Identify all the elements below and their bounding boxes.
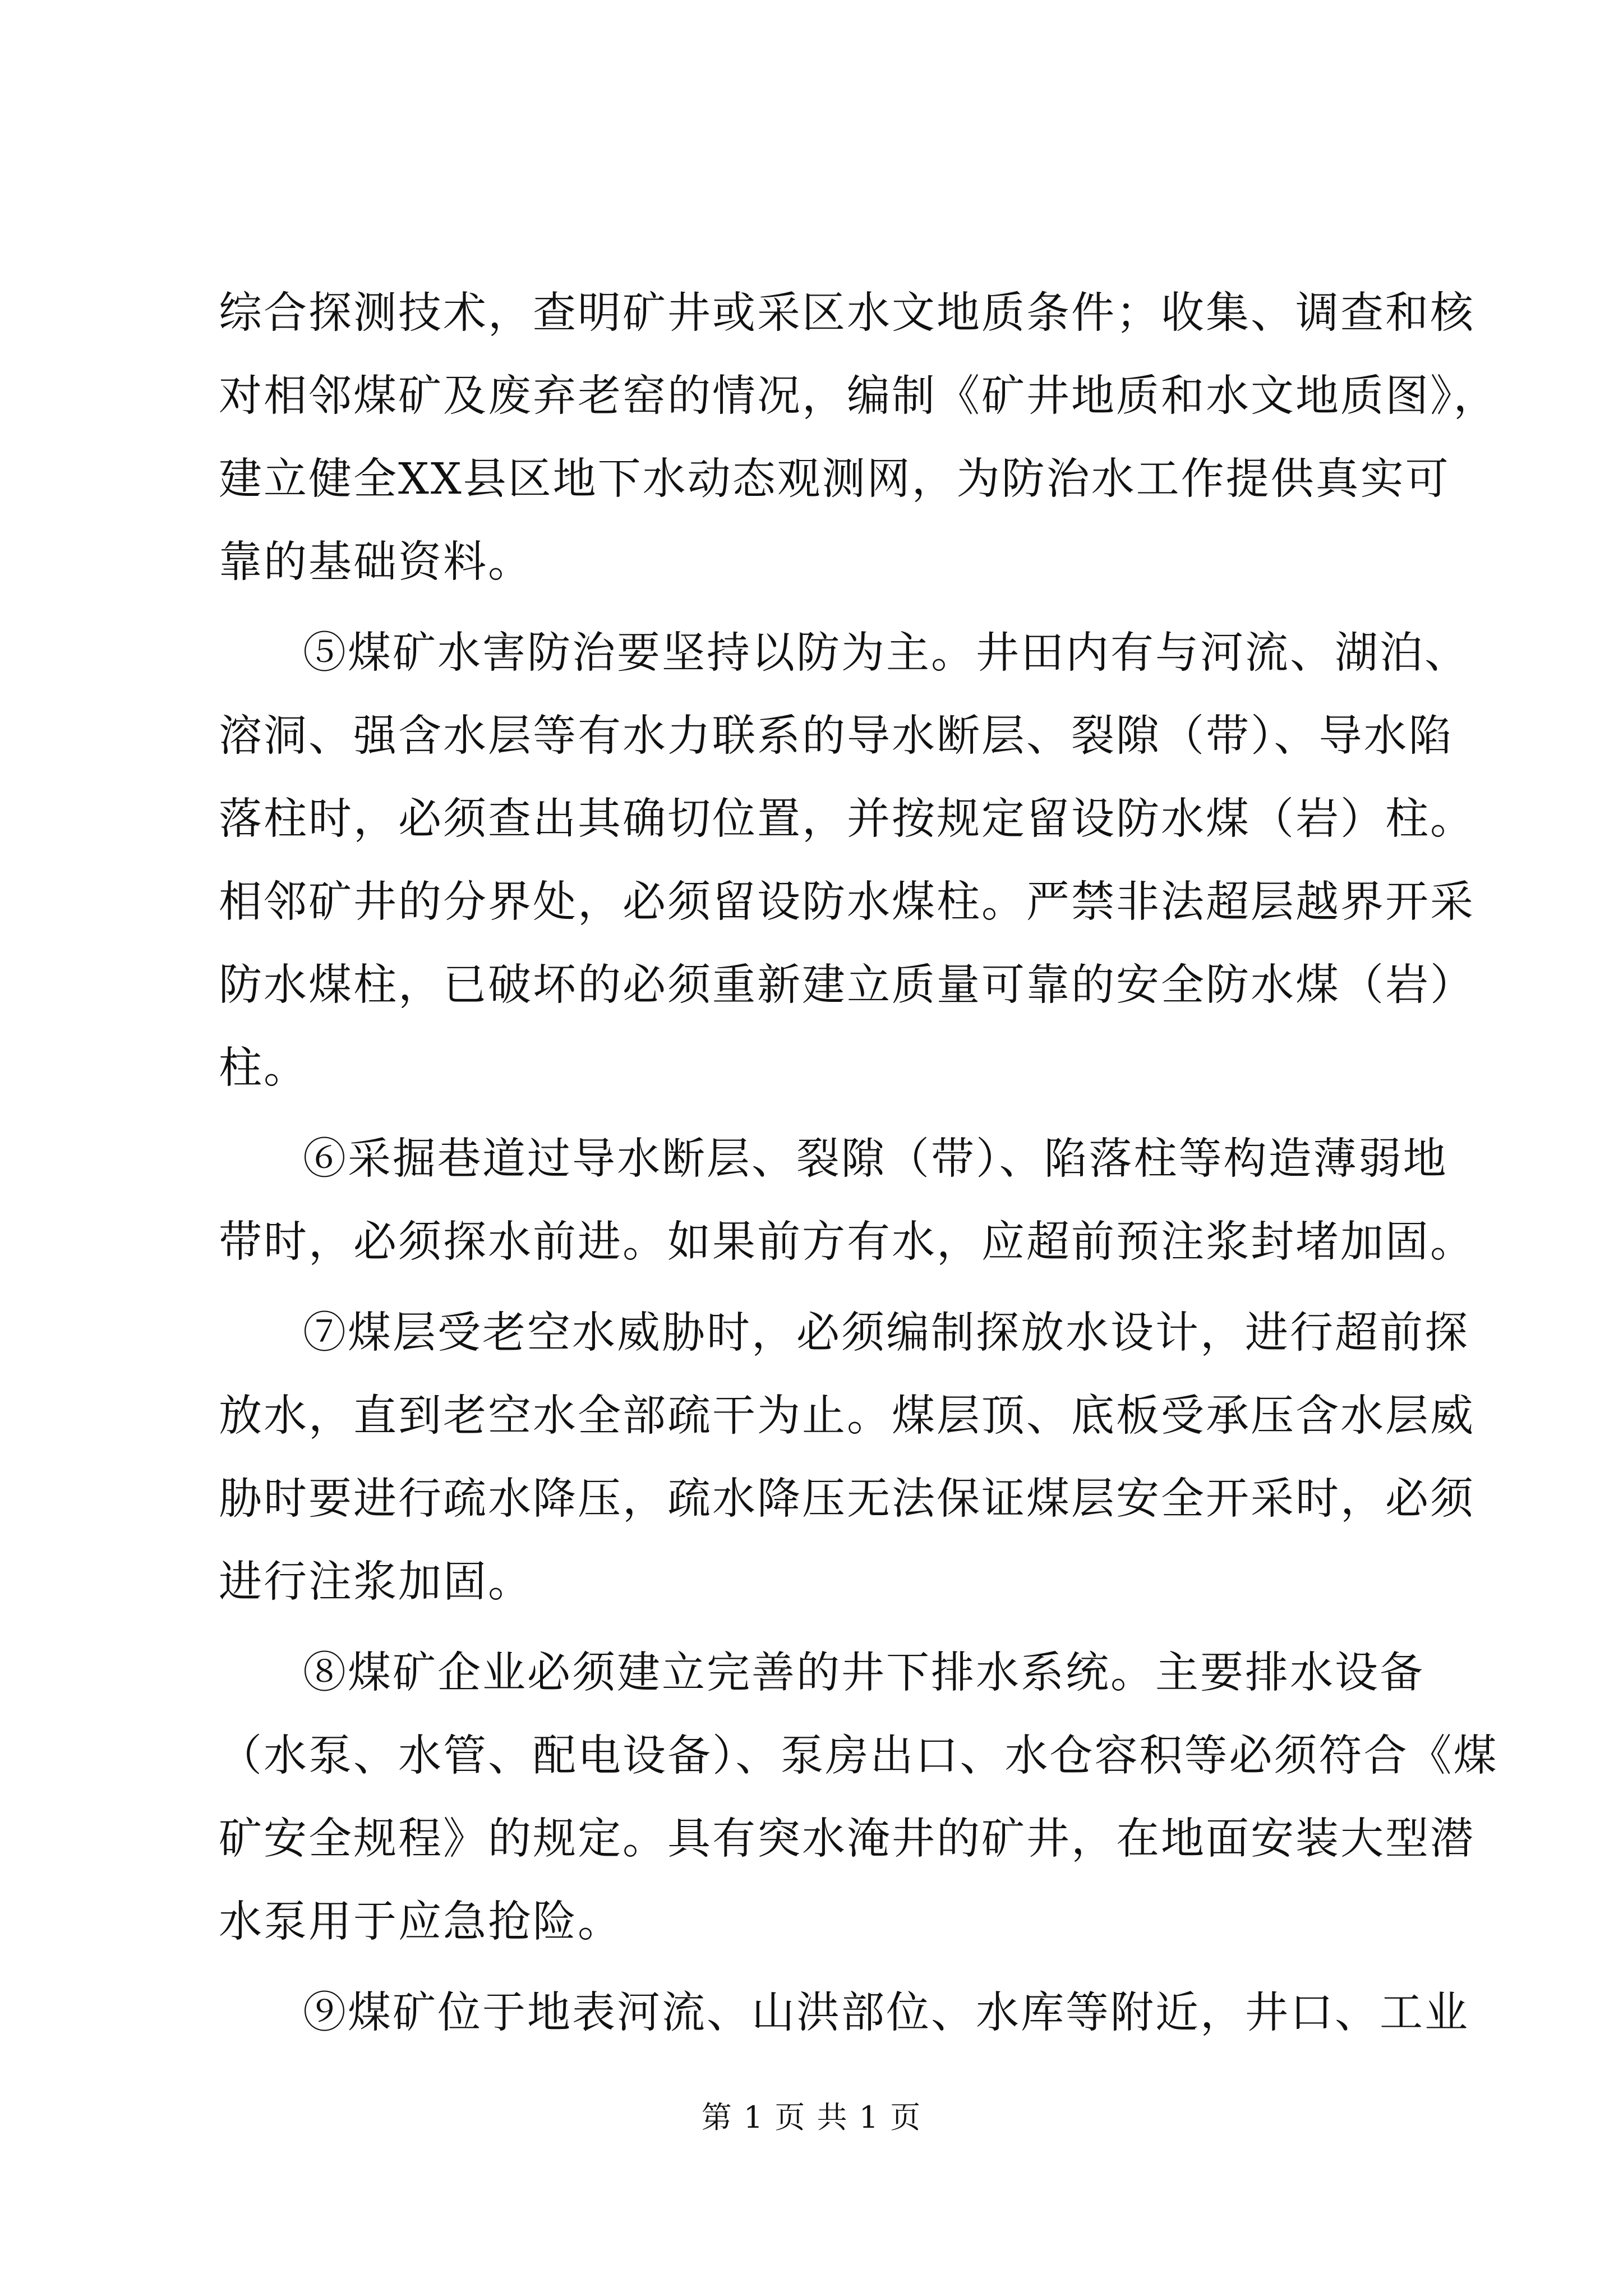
text-line: 靠的基础资料。 — [219, 537, 533, 587]
text-line: 对相邻煤矿及废弃老窑的情况，编制《矿井地质和水文地质图》， — [219, 371, 1498, 421]
text-line: 水泵用于应急抢险。 — [219, 1897, 623, 1947]
text-line: 综合探测技术，查明矿井或采区水文地质条件；收集、调查和核 — [219, 288, 1475, 338]
text-line: ⑦煤层受老空水威胁时，必须编制探放水设计，进行超前探 — [303, 1308, 1469, 1358]
page-footer: 第 1 页 共 1 页 — [701, 2100, 922, 2135]
text-line: ⑨煤矿位于地表河流、山洪部位、水库等附近，井口、工业 — [303, 1988, 1469, 2038]
text-line: 落柱时，必须查出其确切位置，并按规定留设防水煤（岩）柱。 — [219, 794, 1475, 844]
text-line: 带时，必须探水前进。如果前方有水，应超前预注浆封堵加固。 — [219, 1217, 1475, 1267]
text-line: 放水，直到老空水全部疏干为止。煤层顶、底板受承压含水层威 — [219, 1391, 1475, 1441]
text-line: （水泵、水管、配电设备）、泵房出口、水仓容积等必须符合《煤 — [219, 1731, 1498, 1781]
text-line: 溶洞、强含水层等有水力联系的导水断层、裂隙（带）、导水陷 — [219, 711, 1454, 761]
document-body — [219, 272, 1498, 2055]
text-line: 进行注浆加固。 — [219, 1557, 533, 1607]
text-line: 相邻矿井的分界处，必须留设防水煤柱。严禁非法超层越界开采 — [219, 877, 1475, 927]
text-line: 建立健全XX县区地下水动态观测网，为防治水工作提供真实可 — [219, 454, 1450, 504]
text-line: 胁时要进行疏水降压，疏水降压无法保证煤层安全开采时，必须 — [219, 1474, 1475, 1524]
text-line: ⑥采掘巷道过导水断层、裂隙（带）、陷落柱等构造薄弱地 — [303, 1134, 1448, 1184]
text-line: ⑤煤矿水害防治要坚持以防为主。井田内有与河流、湖泊、 — [303, 628, 1469, 678]
text-line: ⑧煤矿企业必须建立完善的井下排水系统。主要排水设备 — [303, 1648, 1424, 1698]
text-line: 柱。 — [219, 1043, 308, 1093]
text-line: 防水煤柱，已破坏的必须重新建立质量可靠的安全防水煤（岩） — [219, 960, 1475, 1010]
text-line: 矿安全规程》的规定。具有突水淹井的矿井，在地面安装大型潜 — [219, 1814, 1475, 1864]
